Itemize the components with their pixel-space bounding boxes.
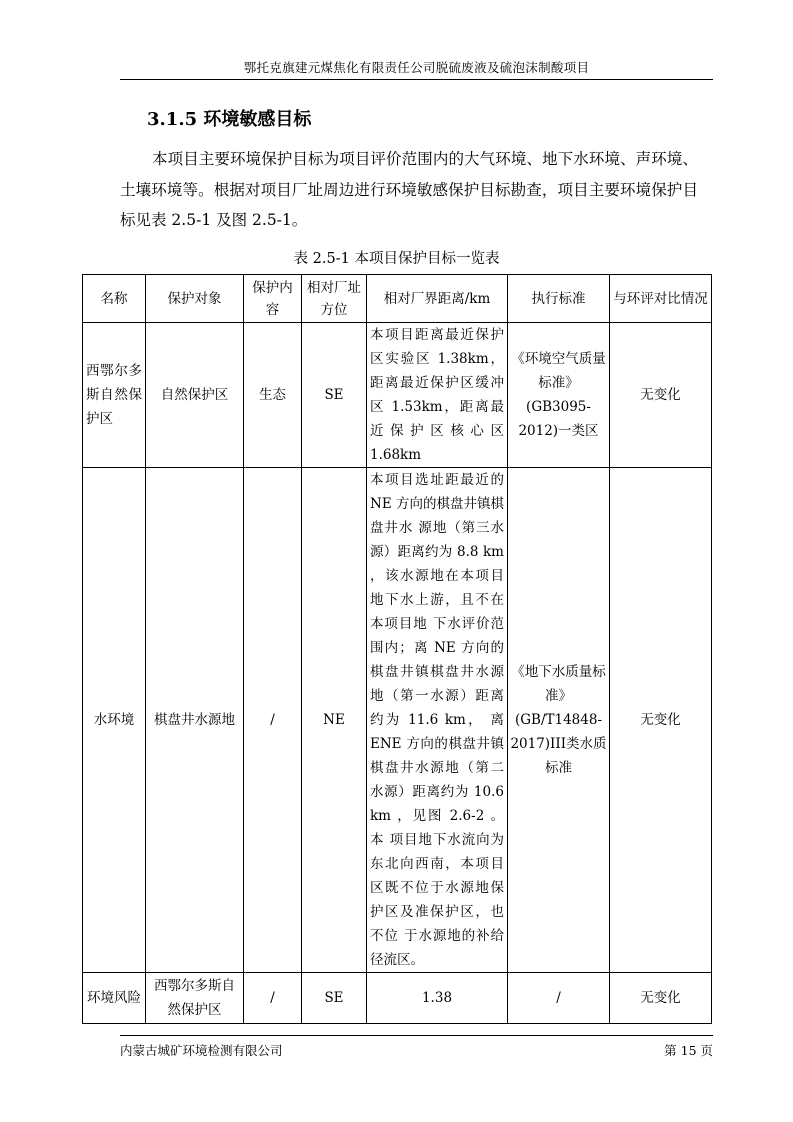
table-row: [83, 973, 712, 1024]
header-comparison: 与环评对比情况: [610, 275, 712, 323]
cell-standard: 《环境空气质量标准》(GB3095-2012)一类区: [508, 323, 610, 468]
header-content: 保护内容: [244, 275, 302, 323]
cell-distance: 1.38: [367, 973, 508, 1024]
cell-object: 棋盘井水源地: [146, 468, 244, 973]
cell-content: 生态: [244, 323, 302, 468]
header-standard: 执行标准: [508, 275, 610, 323]
cell-distance: 本项目距离最近保护区实验区 1.38km，距离最近保护区缓冲区 1.53km，距离最近保护区核心区 1.68km: [367, 323, 508, 468]
footer-company: 内蒙古城矿环境检测有限公司: [120, 1043, 283, 1058]
table-caption: 表 2.5-1 本项目保护目标一览表: [293, 251, 500, 267]
header-direction: 相对厂址方位: [302, 275, 367, 323]
protection-targets-table: [82, 274, 712, 1024]
cell-standard: /: [508, 973, 610, 1024]
cell-name: 水环境: [83, 468, 146, 973]
cell-direction: SE: [302, 973, 367, 1024]
cell-content: /: [244, 468, 302, 973]
footer-page-number: 第 15 页: [664, 1043, 713, 1058]
table-row: [83, 468, 712, 973]
intro-paragraph: 本项目主要环境保护目标为项目评价范围内的大气环境、地下水环境、声环境、土壤环境等。根据对项目厂址周边进行环境敏感保护目标勘查，项目主要环境保护目标见表 2.5-1 及图 2.5-1。: [120, 150, 698, 229]
page-header-title: 鄂托克旗建元煤焦化有限责任公司脱硫废液及硫泡沫制酸项目: [243, 60, 590, 75]
header-name: 名称: [83, 275, 146, 323]
section-heading: 3.1.5 环境敏感目标: [147, 109, 312, 130]
table-header-row: [83, 275, 712, 323]
cell-standard: 《地下水质量标准》(GB/T14848-2017)III类水质标准: [508, 468, 610, 973]
cell-direction: NE: [302, 468, 367, 973]
header-divider: [120, 79, 713, 80]
footer-divider: [120, 1035, 713, 1036]
table-row: [83, 323, 712, 468]
header-object: 保护对象: [146, 275, 244, 323]
cell-comparison: 无变化: [610, 973, 712, 1024]
cell-object: 西鄂尔多斯自然保护区: [146, 973, 244, 1024]
cell-direction: SE: [302, 323, 367, 468]
cell-name: 环境风险: [83, 973, 146, 1024]
cell-name: 西鄂尔多斯自然保护区: [83, 323, 146, 468]
cell-object: 自然保护区: [146, 323, 244, 468]
cell-distance: 本项目选址距最近的 NE 方向的棋盘井镇棋盘井水 源地（第三水源）距离约为 8.8 km ，该水源地在本项目地下水上游，且不在本项目地 下水评价范围内；离 NE 方向的棋盘井镇棋盘井水源地（第一水源）距离约为 11.6 km， 离 ENE 方向的棋盘井镇棋盘井水源地（第二水源）距离约为 10.6 km ，见图 2.6-2 。本 项目地下水流向为东北向西南，本项目区既不位于水源地保护区及准保护区，也不位 于水源地的补给径流区。: [367, 468, 508, 973]
cell-comparison: 无变化: [610, 468, 712, 973]
header-distance: 相对厂界距离/km: [367, 275, 508, 323]
cell-content: /: [244, 973, 302, 1024]
cell-comparison: 无变化: [610, 323, 712, 468]
